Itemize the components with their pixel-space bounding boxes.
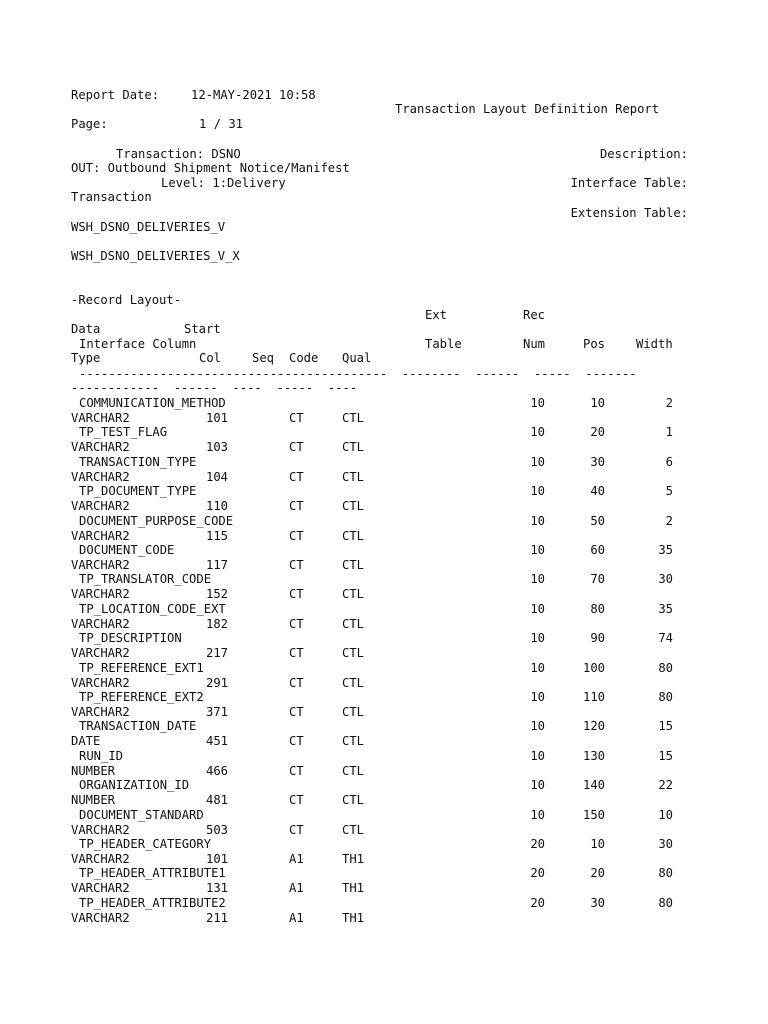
row-pos: 80 [590,602,605,616]
row-start-col: 466 [206,764,229,778]
row-data-type: VARCHAR2 [71,470,130,484]
row-width: 10 [658,808,673,822]
header-seq: Seq [252,351,275,365]
row-start-col: 115 [206,529,229,543]
header-width: Width [636,337,673,351]
row-start-col: 291 [206,676,229,690]
row-pos: 10 [590,837,605,851]
row-code: CT [289,646,304,660]
transaction-word: Transaction [71,190,152,204]
row-width: 80 [658,661,673,675]
row-qual: CTL [342,558,365,572]
row-pos: 70 [590,572,605,586]
extension-table-label: Extension Table: [570,206,688,220]
report-date-label: Report Date: [71,88,160,102]
row-width: 30 [658,837,673,851]
page-number: 1 / 31 [199,117,244,131]
row-data-type: VARCHAR2 [71,911,130,925]
row-width: 35 [658,543,673,557]
interface-table-label: Interface Table: [570,176,688,190]
row-code: CT [289,705,304,719]
row-interface-column: TP_DOCUMENT_TYPE [79,484,197,498]
row-qual: CTL [342,734,365,748]
row-rec-num: 20 [530,837,545,851]
row-start-col: 131 [206,881,229,895]
row-start-col: 503 [206,823,229,837]
row-pos: 130 [582,749,605,763]
row-rec-num: 10 [530,455,545,469]
description-label: Description: [599,147,688,161]
row-data-type: NUMBER [71,793,116,807]
row-start-col: 182 [206,617,229,631]
row-interface-column: ORGANIZATION_ID [79,778,190,792]
row-width: 30 [658,572,673,586]
row-width: 80 [658,866,673,880]
row-rec-num: 20 [530,866,545,880]
row-interface-column: DOCUMENT_STANDARD [79,808,204,822]
header-interface-column: Interface Column [79,337,197,351]
row-interface-column: RUN_ID [79,749,124,763]
row-data-type: VARCHAR2 [71,705,130,719]
row-width: 80 [658,690,673,704]
row-pos: 100 [582,661,605,675]
row-data-type: VARCHAR2 [71,529,130,543]
row-width: 15 [658,719,673,733]
row-pos: 30 [590,896,605,910]
row-code: CT [289,587,304,601]
transaction-level: Level: 1:Delivery [161,176,286,190]
row-qual: CTL [342,617,365,631]
row-qual: CTL [342,676,365,690]
row-pos: 90 [590,631,605,645]
row-rec-num: 10 [530,778,545,792]
transaction-direction: OUT: Outbound Shipment Notice/Manifest [71,161,350,175]
row-code: CT [289,411,304,425]
row-code: CT [289,558,304,572]
row-code: A1 [289,911,304,925]
transaction-name: Transaction: DSNO [116,147,241,161]
row-rec-num: 10 [530,514,545,528]
report-date-value: 12-MAY-2021 10:58 [191,88,316,102]
header-num: Num [523,337,546,351]
row-pos: 140 [582,778,605,792]
row-qual: TH1 [342,852,365,866]
row-data-type: VARCHAR2 [71,587,130,601]
row-data-type: DATE [71,734,101,748]
row-width: 74 [658,631,673,645]
rule-line-bottom: ------------ ------ ---- ----- ---- [71,381,358,395]
row-width: 22 [658,778,673,792]
row-interface-column: TP_HEADER_CATEGORY [79,837,212,851]
row-width: 5 [665,484,673,498]
header-pos: Pos [583,337,606,351]
row-pos: 30 [590,455,605,469]
row-code: A1 [289,852,304,866]
row-pos: 20 [590,425,605,439]
row-qual: CTL [342,823,365,837]
row-pos: 150 [582,808,605,822]
row-width: 35 [658,602,673,616]
row-start-col: 101 [206,411,229,425]
row-start-col: 481 [206,793,229,807]
row-width: 2 [665,514,673,528]
header-type: Type [71,351,101,365]
row-qual: CTL [342,529,365,543]
header-ext: Ext [425,308,448,322]
row-width: 6 [665,455,673,469]
report-title: Transaction Layout Definition Report [395,102,660,116]
row-rec-num: 10 [530,602,545,616]
row-pos: 60 [590,543,605,557]
header-table: Table [425,337,462,351]
row-start-col: 101 [206,852,229,866]
row-start-col: 103 [206,440,229,454]
row-rec-num: 10 [530,631,545,645]
row-code: CT [289,617,304,631]
row-start-col: 211 [206,911,229,925]
row-data-type: VARCHAR2 [71,411,130,425]
row-start-col: 217 [206,646,229,660]
header-code: Code [289,351,319,365]
row-rec-num: 10 [530,543,545,557]
row-qual: CTL [342,793,365,807]
row-data-type: VARCHAR2 [71,852,130,866]
row-interface-column: TP_HEADER_ATTRIBUTE1 [79,866,226,880]
row-width: 2 [665,396,673,410]
row-qual: TH1 [342,881,365,895]
row-rec-num: 10 [530,808,545,822]
row-rec-num: 10 [530,749,545,763]
row-start-col: 371 [206,705,229,719]
row-rec-num: 20 [530,896,545,910]
row-code: A1 [289,881,304,895]
row-pos: 120 [582,719,605,733]
row-qual: CTL [342,764,365,778]
row-code: CT [289,823,304,837]
row-qual: CTL [342,470,365,484]
row-pos: 10 [590,396,605,410]
row-pos: 50 [590,514,605,528]
header-data: Data [71,322,101,336]
row-qual: TH1 [342,911,365,925]
row-interface-column: TP_REFERENCE_EXT1 [79,661,204,675]
rule-line-top: ------------------------------------------ -------- ------ ----- ------- [79,367,637,381]
section-title: -Record Layout- [71,293,182,307]
row-start-col: 110 [206,499,229,513]
row-start-col: 104 [206,470,229,484]
row-interface-column: TP_HEADER_ATTRIBUTE2 [79,896,226,910]
header-start: Start [184,322,221,336]
row-start-col: 451 [206,734,229,748]
row-interface-column: TRANSACTION_DATE [79,719,197,733]
row-interface-column: COMMUNICATION_METHOD [79,396,226,410]
row-width: 15 [658,749,673,763]
row-code: CT [289,499,304,513]
row-qual: CTL [342,499,365,513]
row-interface-column: TP_TRANSLATOR_CODE [79,572,212,586]
row-data-type: VARCHAR2 [71,617,130,631]
row-data-type: NUMBER [71,764,116,778]
row-interface-column: TP_TEST_FLAG [79,425,168,439]
row-rec-num: 10 [530,661,545,675]
row-qual: CTL [342,646,365,660]
row-qual: CTL [342,705,365,719]
row-rec-num: 10 [530,484,545,498]
row-qual: CTL [342,587,365,601]
row-data-type: VARCHAR2 [71,499,130,513]
row-qual: CTL [342,440,365,454]
row-pos: 40 [590,484,605,498]
interface-table-value: WSH_DSNO_DELIVERIES_V [71,220,226,234]
row-interface-column: TRANSACTION_TYPE [79,455,197,469]
row-rec-num: 10 [530,396,545,410]
row-data-type: VARCHAR2 [71,646,130,660]
row-interface-column: TP_DESCRIPTION [79,631,182,645]
row-code: CT [289,529,304,543]
row-width: 1 [665,425,673,439]
header-qual: Qual [342,351,372,365]
row-pos: 20 [590,866,605,880]
row-data-type: VARCHAR2 [71,676,130,690]
row-data-type: VARCHAR2 [71,558,130,572]
page-label: Page: [71,117,108,131]
row-rec-num: 10 [530,425,545,439]
row-interface-column: DOCUMENT_PURPOSE_CODE [79,514,234,528]
row-qual: CTL [342,411,365,425]
row-code: CT [289,676,304,690]
row-width: 80 [658,896,673,910]
row-start-col: 152 [206,587,229,601]
row-pos: 110 [582,690,605,704]
row-code: CT [289,734,304,748]
header-rec: Rec [523,308,546,322]
extension-table-value: WSH_DSNO_DELIVERIES_V_X [71,249,240,263]
row-start-col: 117 [206,558,229,572]
row-interface-column: TP_LOCATION_CODE_EXT [79,602,226,616]
row-interface-column: DOCUMENT_CODE [79,543,175,557]
row-code: CT [289,470,304,484]
row-code: CT [289,440,304,454]
header-col: Col [199,351,222,365]
row-rec-num: 10 [530,719,545,733]
row-data-type: VARCHAR2 [71,440,130,454]
row-rec-num: 10 [530,690,545,704]
row-data-type: VARCHAR2 [71,881,130,895]
row-code: CT [289,793,304,807]
row-code: CT [289,764,304,778]
row-interface-column: TP_REFERENCE_EXT2 [79,690,204,704]
row-data-type: VARCHAR2 [71,823,130,837]
row-rec-num: 10 [530,572,545,586]
